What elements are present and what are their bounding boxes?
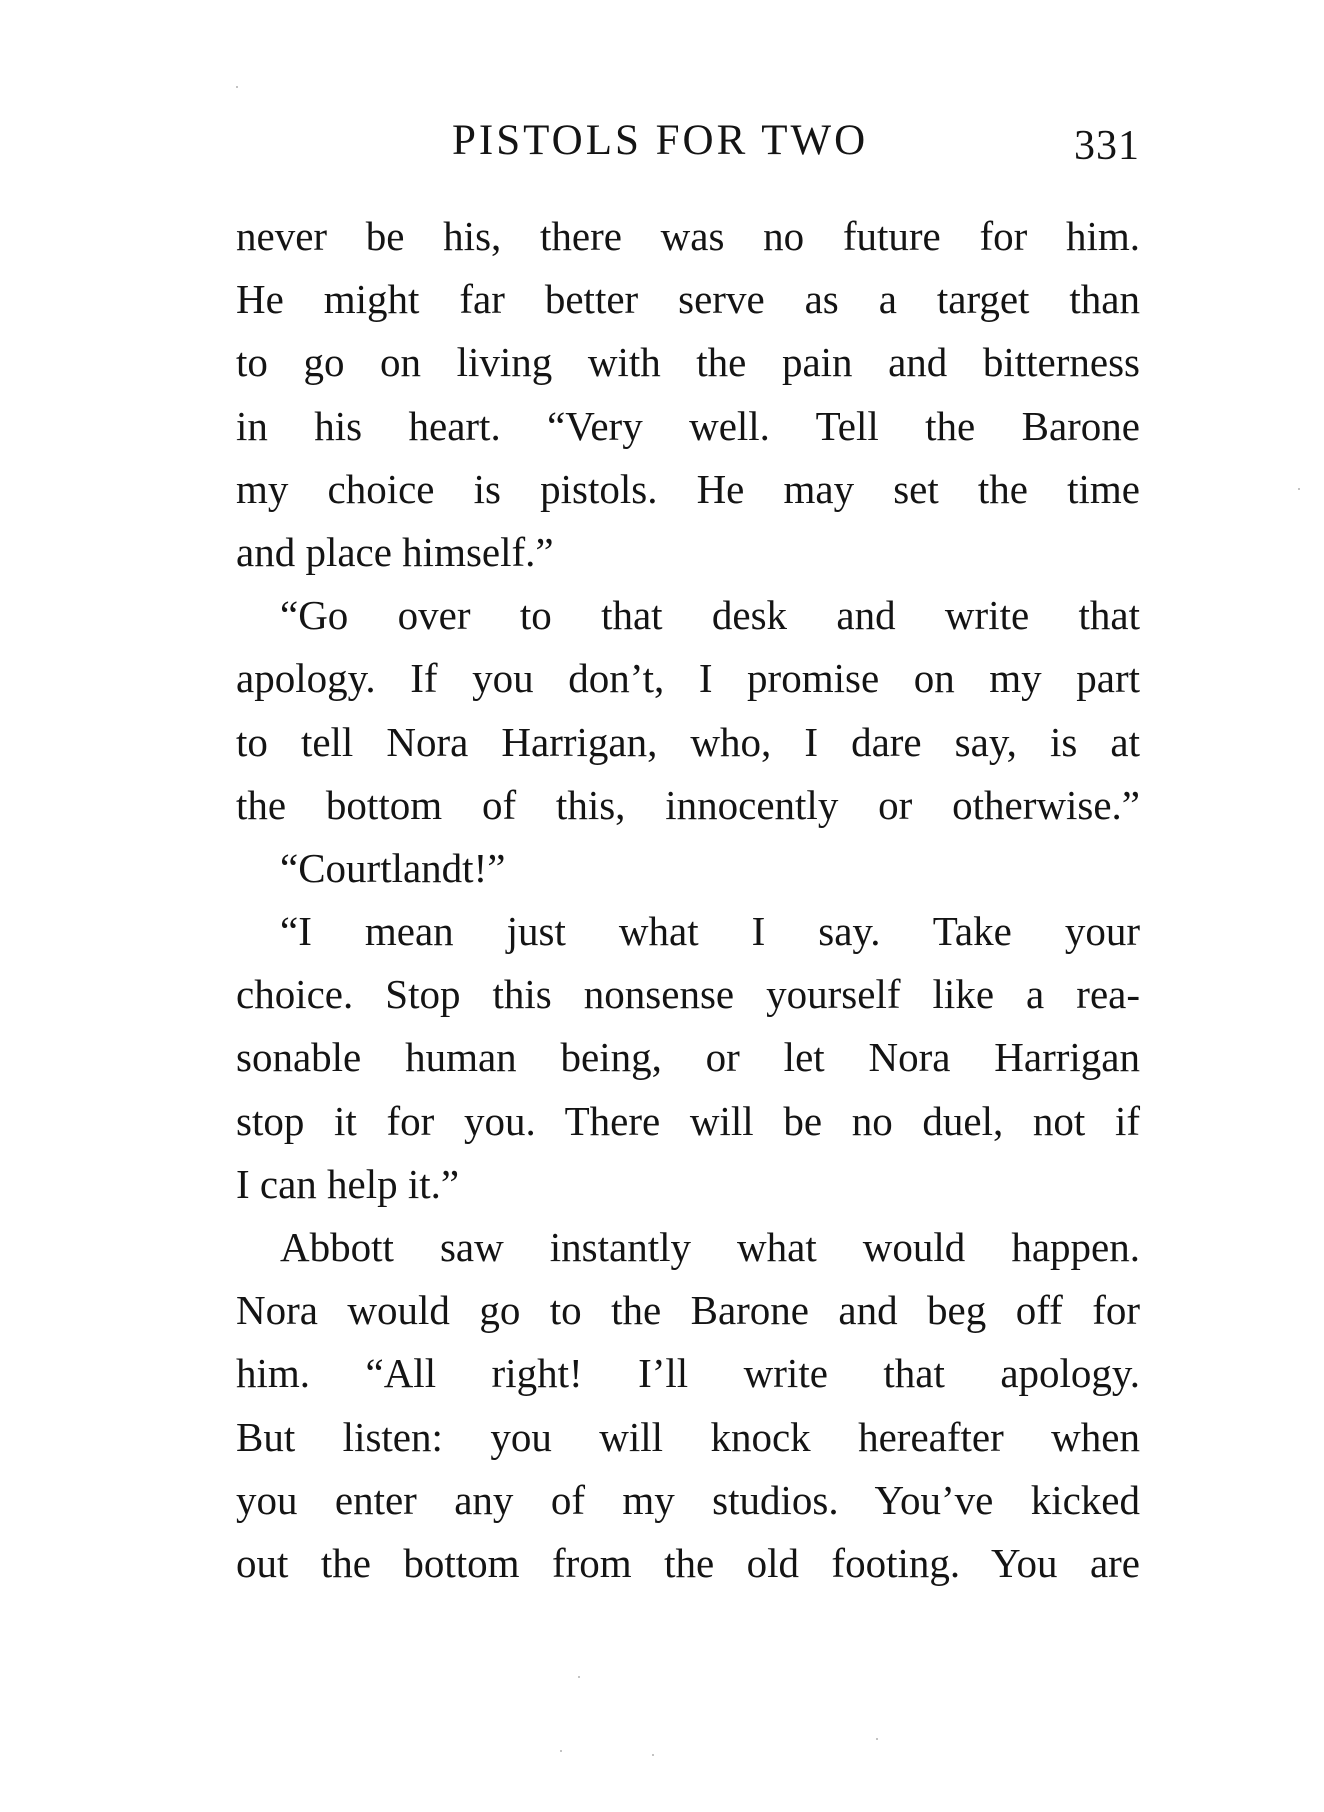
text-line: him. “All right! I’ll write that apology.: [236, 1350, 1140, 1397]
text-line: sonable human being, or let Nora Harrigan: [236, 1034, 1140, 1081]
text-line: to tell Nora Harrigan, who, I dare say, is at: [236, 718, 1140, 765]
text-line: never be his, there was no future for him.: [236, 213, 1140, 259]
paper-speck: [236, 86, 238, 88]
paper-speck: [876, 1738, 878, 1740]
text-line: But listen: you will knock hereafter when: [236, 1413, 1140, 1460]
text-line: “I mean just what I say. Take your: [280, 908, 1140, 955]
text-line: the bottom of this, innocently or otherwise.”: [236, 781, 1140, 828]
text-line: my choice is pistols. He may set the time: [236, 465, 1140, 512]
running-head: [236, 112, 1140, 172]
text-line: “Courtlandt!”: [280, 844, 506, 891]
text-line: to go on living with the pain and bitterness: [236, 339, 1140, 386]
page-number: 331: [1074, 123, 1140, 169]
text-line: Abbott saw instantly what would happen.: [280, 1224, 1140, 1270]
text-line: stop it for you. There will be no duel, not if: [236, 1097, 1140, 1144]
text-line: out the bottom from the old footing. You are: [236, 1539, 1140, 1586]
paper-speck: [1298, 488, 1300, 490]
text-line: He might far better serve as a target than: [236, 276, 1140, 323]
running-title: PISTOLS FOR TWO: [452, 117, 869, 164]
text-line: apology. If you don’t, I promise on my part: [236, 655, 1140, 702]
text-line: choice. Stop this nonsense yourself like a rea-: [236, 971, 1140, 1018]
paper-speck: [578, 1676, 580, 1678]
text-line: and place himself.”: [236, 528, 554, 575]
paper-speck: [652, 1754, 654, 1756]
body-text: [236, 205, 1140, 1595]
text-line: “Go over to that desk and write that: [280, 592, 1140, 639]
paper-speck: [560, 1750, 562, 1752]
text-line: you enter any of my studios. You’ve kicked: [236, 1476, 1140, 1523]
text-line: I can help it.”: [236, 1160, 460, 1207]
text-line: Nora would go to the Barone and beg off for: [236, 1287, 1140, 1334]
text-line: in his heart. “Very well. Tell the Barone: [236, 402, 1140, 449]
